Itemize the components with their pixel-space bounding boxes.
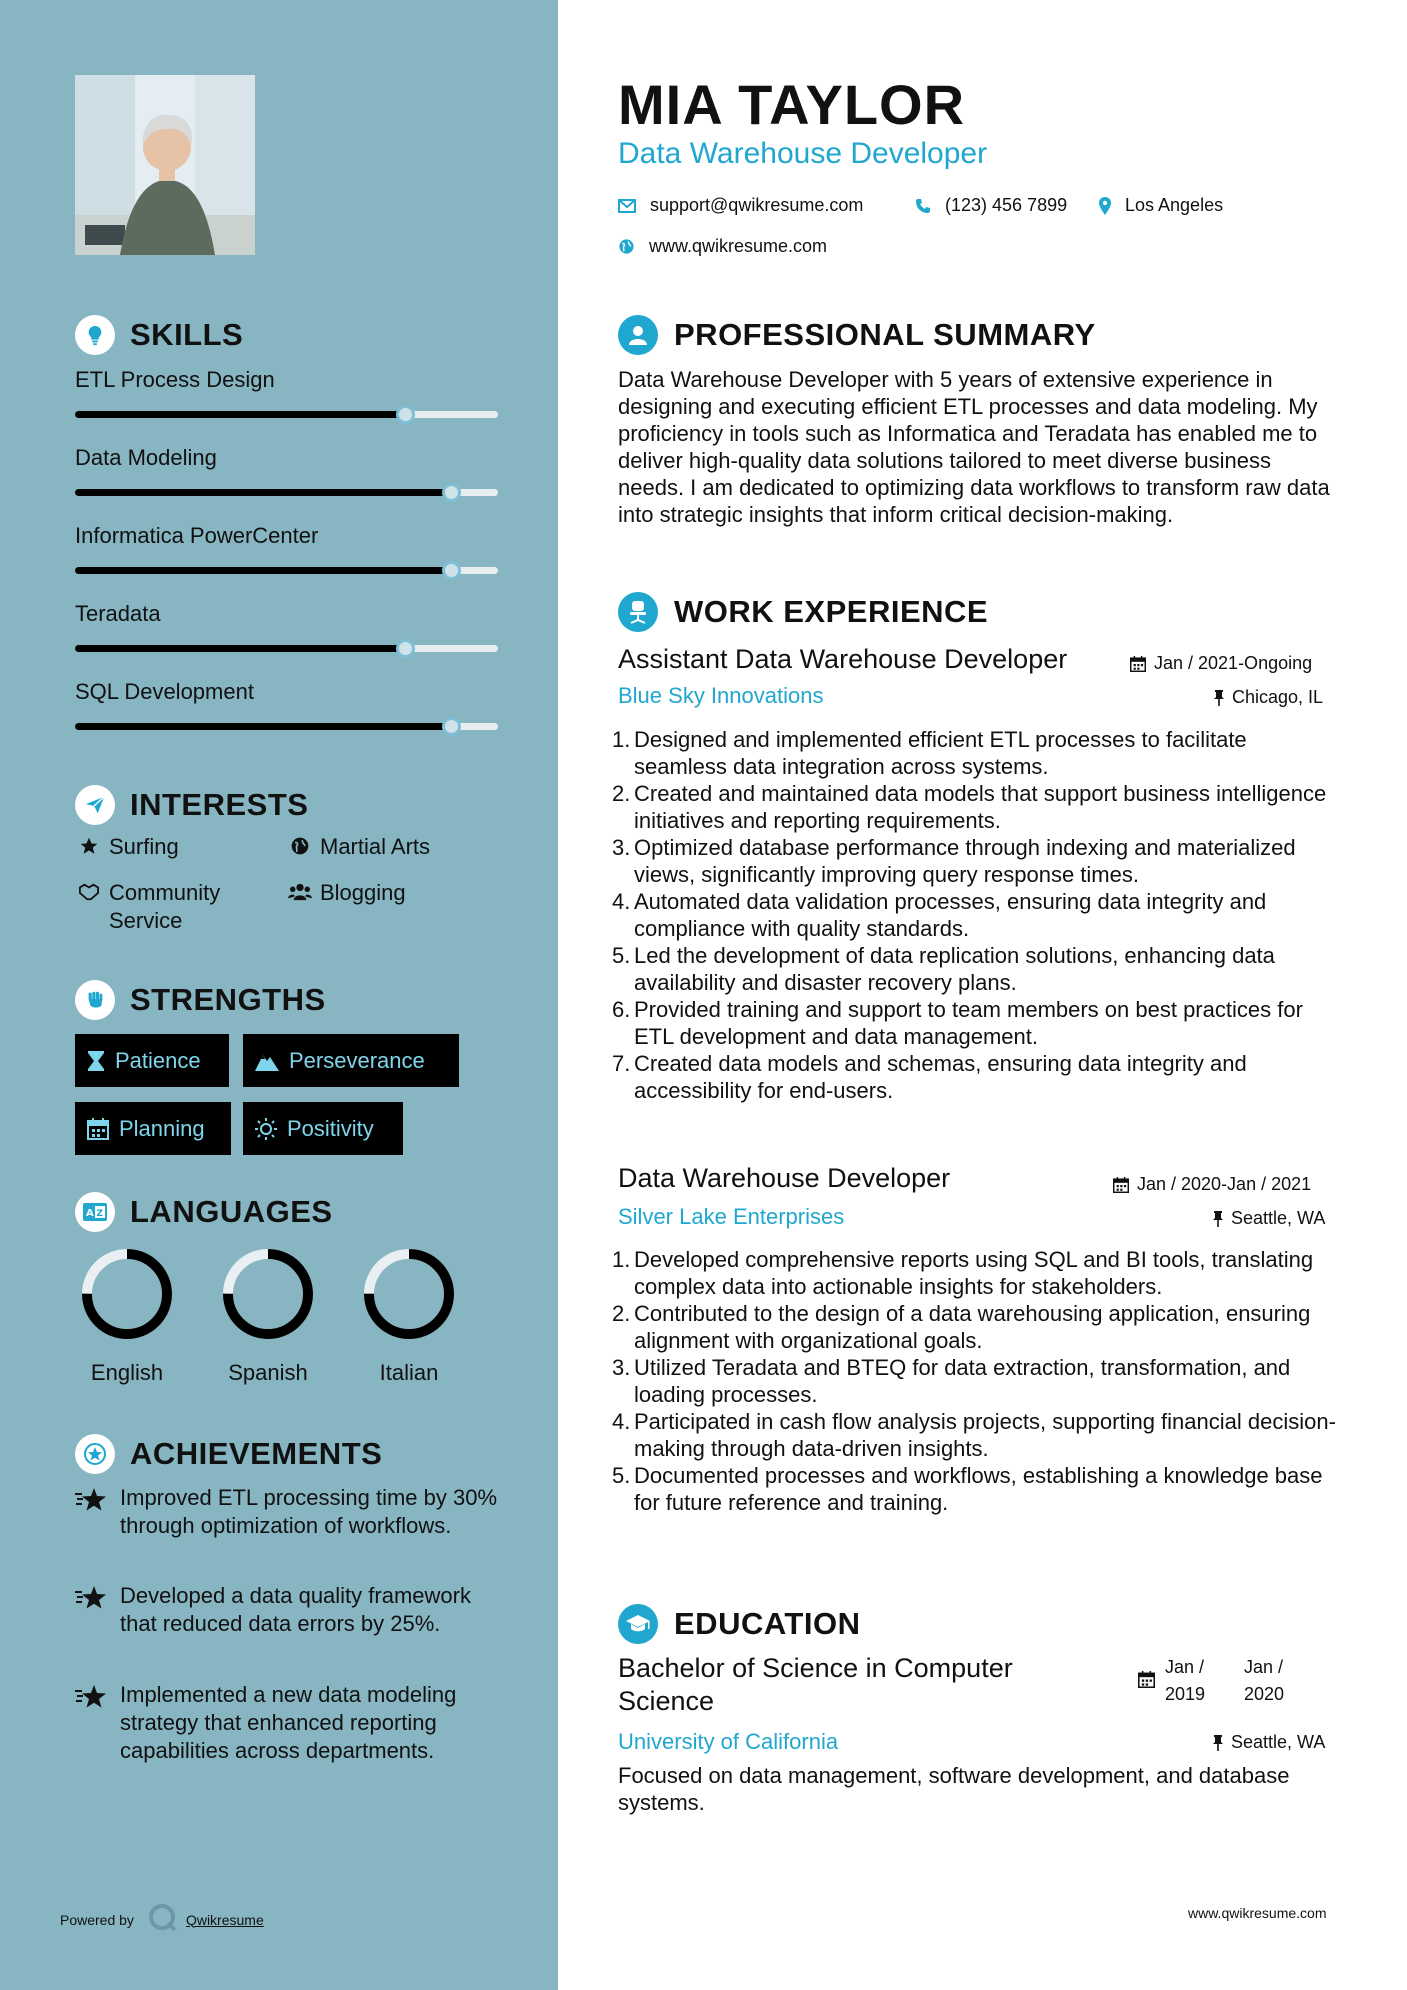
globe-icon [286,833,314,861]
contact-email: support@qwikresume.com [618,195,863,216]
skill-label: ETL Process Design [75,367,275,392]
fist-icon [75,980,115,1020]
profile-photo [75,75,255,255]
summary-text: Data Warehouse Developer with 5 years of extensive experience in designing and executing efficient ETL processes and data modeling. My proficiency in tools such as Informatica and Teradata has enabled me to deliver high-quality data solutions tailored to meet diverse business needs. I am dedicated to optimizing data workflows to transform raw data into strategic insights that inform critical decision-making. [618,367,1330,527]
experience-title: WORK EXPERIENCE [674,594,989,629]
skill-level-knob [442,483,461,502]
job-task-list [612,1246,1342,1516]
education-date-end: Jan / 2020 [1244,1657,1285,1704]
office-chair-icon [618,592,658,632]
language-label: English [90,1360,164,1385]
interests-heading [75,785,308,825]
skill-item [75,523,498,549]
skill-item [75,367,498,393]
job-task: Designed and implemented efficient ETL processes to facilitate seamless data integration across systems. [634,727,1247,779]
language-item [62,1246,192,1385]
user-icon [618,315,658,355]
skill-level-fill [75,489,451,496]
skill-level-bar [75,489,498,496]
interest-item: Surfing [75,833,179,861]
pushpin-icon [1212,1735,1224,1751]
calendar-icon [1138,1669,1155,1696]
achievement-star-icon [75,1484,120,1540]
job-date: Jan / 2021-Ongoing [1130,653,1312,674]
calendar-icon [1130,656,1146,672]
skill-item [75,601,498,627]
skills-title: SKILLS [130,317,244,352]
language-donut [344,1246,474,1346]
job-task: Led the development of data replication solutions, enhancing data availability and disaster recovery plans. [634,943,1275,995]
education-location: Seattle, WA [1212,1732,1325,1753]
job-task: Participated in cash flow analysis projects, supporting financial decision-making through data-driven insights. [634,1409,1336,1461]
job-task: Optimized database performance through indexing and materialized views, significantly improving query response times. [634,835,1296,887]
calendar-icon [1113,1177,1129,1193]
company-name: Silver Lake Enterprises [618,1204,845,1229]
footer-url[interactable]: www.qwikresume.com [1188,1905,1327,1921]
job-task: Created and maintained data models that support business intelligence initiatives and reporting requirements. [634,781,1327,833]
candidate-name: MIA TAYLOR [618,73,966,136]
achievement-item: Implemented a new data modeling strategy that enhanced reporting capabilities across departments. [75,1681,505,1765]
skill-level-bar [75,723,498,730]
job-task: Automated data validation processes, ensuring data integrity and compliance with quality standards. [634,889,1267,941]
qwikresume-logo-icon [148,1903,178,1936]
skill-level-fill [75,645,405,652]
handshake-icon [75,879,103,935]
skill-item [75,445,498,471]
job-location: Seattle, WA [1212,1208,1325,1229]
skill-level-bar [75,567,498,574]
interest-item: Martial Arts [286,833,430,861]
language-label: Italian [379,1360,439,1385]
company-name: Blue Sky Innovations [618,683,824,708]
job-task: Provided training and support to team members on best practices for ETL development and data management. [634,997,1303,1049]
svg-text:A: A [86,1208,94,1219]
calendar-icon [87,1118,109,1140]
languages-heading [75,1192,333,1232]
education-date-start: Jan / 2019 [1165,1657,1206,1704]
sun-icon [255,1118,277,1140]
strength-badge: Patience [75,1034,229,1087]
interest-item: Blogging [286,879,406,907]
pushpin-icon [1213,690,1225,706]
lightbulb-icon [75,315,115,355]
skill-level-fill [75,723,451,730]
achievement-star-icon [75,1582,120,1638]
skill-level-knob [442,717,461,736]
job-task: Created data models and schemas, ensuring data integrity and accessibility for end-users. [634,1051,1247,1103]
experience-heading [618,592,988,632]
sidebar [0,0,558,1990]
achievement-item: Improved ETL processing time by 30% through optimization of workflows. [75,1484,505,1540]
skills-heading [75,315,243,355]
qwikresume-link[interactable]: Qwikresume [185,1911,264,1928]
summary-heading [618,315,1096,355]
language-item [203,1246,333,1385]
languages-title: LANGUAGES [130,1194,333,1229]
skill-item [75,679,498,705]
job-task: Utilized Teradata and BTEQ for data extraction, transformation, and loading processes. [634,1355,1291,1407]
contact-website: www.qwikresume.com [618,236,827,257]
achievement-item: Developed a data quality framework that reduced data errors by 25%. [75,1582,505,1638]
contact-location: Los Angeles [1099,195,1223,216]
globe-icon [618,238,635,255]
skill-label: Informatica PowerCenter [75,523,319,548]
job-title: Assistant Data Warehouse Developer [618,644,1068,674]
paper-plane-icon [75,785,115,825]
star-icon [75,833,103,861]
language-label: Spanish [228,1360,308,1385]
interest-item: Community Service [75,879,275,935]
strengths-title: STRENGTHS [130,982,326,1017]
users-icon [286,879,314,907]
strength-badge: Planning [75,1102,231,1155]
skill-label: Teradata [75,601,161,626]
strength-badge: Positivity [243,1102,403,1155]
strengths-heading [75,980,326,1020]
strength-badge: Perseverance [243,1034,459,1087]
job-title: Data Warehouse Developer [618,1163,951,1193]
candidate-role: Data Warehouse Developer [618,137,988,170]
language-icon [75,1192,115,1232]
graduation-cap-icon [618,1604,658,1644]
school-name: University of California [618,1729,839,1754]
job-date: Jan / 2020-Jan / 2021 [1113,1174,1311,1195]
language-item [344,1246,474,1385]
interests-title: INTERESTS [130,787,309,822]
footer-powered-by: Powered by Qwikresume [60,1903,264,1936]
skill-level-knob [396,639,415,658]
job-task-list [612,726,1342,1104]
phone-icon [915,198,931,214]
map-pin-icon [1099,197,1111,215]
job-location: Chicago, IL [1213,687,1323,708]
education-description: Focused on data management, software development, and database systems. [618,1763,1290,1815]
summary-title: PROFESSIONAL SUMMARY [674,317,1096,352]
education-title: EDUCATION [674,1606,861,1641]
job-task: Developed comprehensive reports using SQL and BI tools, translating complex data into actionable insights for stakeholders. [634,1247,1314,1299]
skill-level-knob [442,561,461,580]
svg-text:Z: Z [96,1209,104,1219]
achievements-heading [75,1434,382,1474]
skill-level-knob [396,405,415,424]
achievements-title: ACHIEVEMENTS [130,1436,383,1471]
job-task: Documented processes and workflows, establishing a knowledge base for future reference and training. [634,1463,1323,1515]
pushpin-icon [1212,1211,1224,1227]
language-donut [62,1246,192,1346]
skill-label: SQL Development [75,679,254,704]
skill-level-bar [75,645,498,652]
achievement-star-icon [75,1681,120,1765]
language-donut [203,1246,333,1346]
skill-level-bar [75,411,498,418]
mountain-icon [255,1051,279,1071]
envelope-icon [618,199,636,213]
skill-level-fill [75,567,451,574]
star-badge-icon [75,1434,115,1474]
skill-level-fill [75,411,405,418]
skill-label: Data Modeling [75,445,217,470]
hourglass-icon [87,1050,105,1072]
education-heading [618,1604,860,1644]
contact-phone: (123) 456 7899 [915,195,1067,216]
degree-title: Bachelor of Science in Computer Science [618,1653,1013,1716]
job-task: Contributed to the design of a data warehousing application, ensuring alignment with organizational goals. [634,1301,1311,1353]
